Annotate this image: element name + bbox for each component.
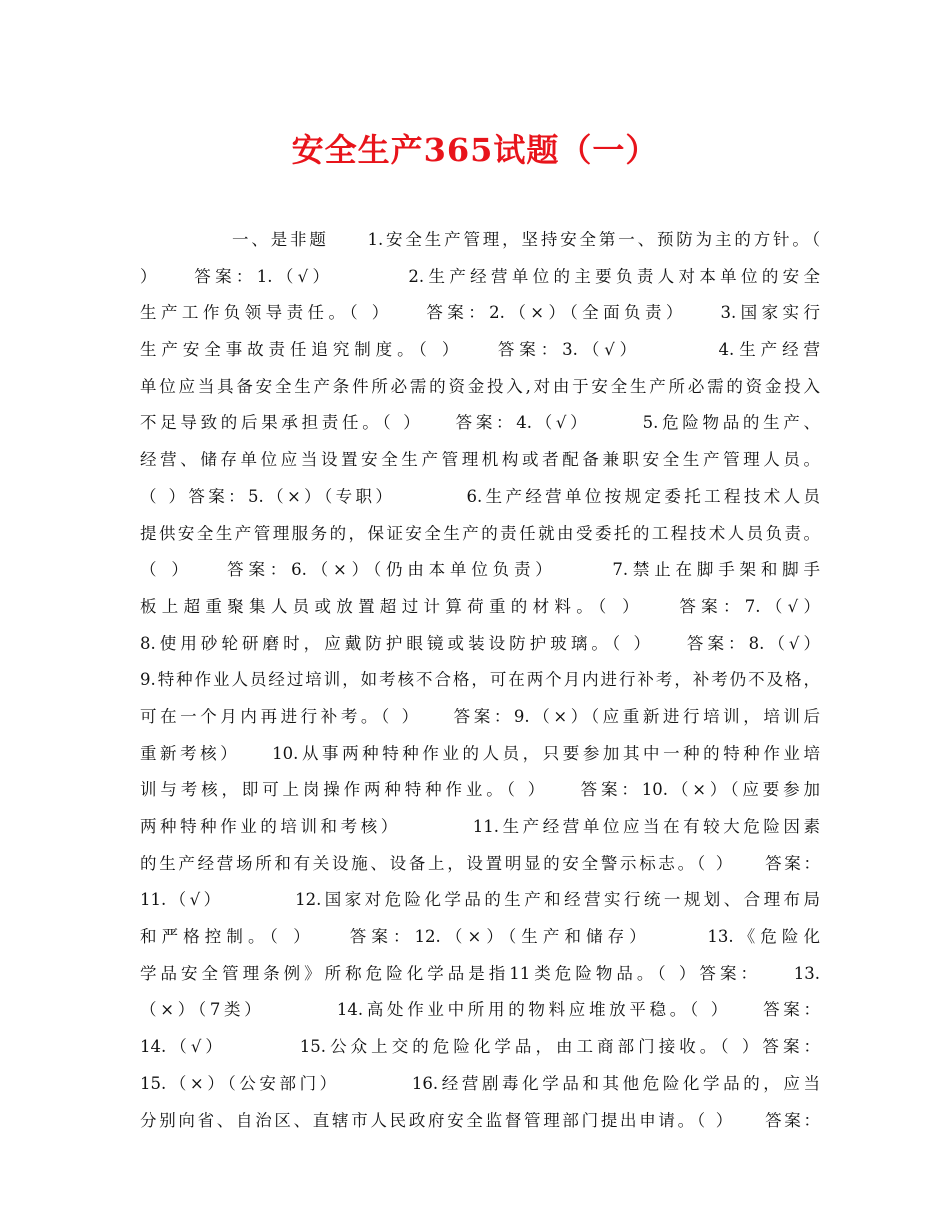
text-line: 分别向省、自治区、直辖市人民政府安全监督管理部门提出申请。（ ） 答案：	[140, 1110, 820, 1130]
text-line: 和严格控制。（ ） 答案：12.（×）（生产和储存） 13.《危险化	[140, 927, 820, 947]
text-line: 学品安全管理条例》所称危险化学品是指11类危险物品。（ ）答案： 13.	[140, 963, 820, 983]
text-line: 生产工作负领导责任。（ ） 答案：2.（×）（全面负责） 3.国家实行	[140, 303, 820, 323]
document-body	[140, 222, 820, 1139]
text-line: 板上超重聚集人员或放置超过计算荷重的材料。（ ） 答案：7.（√）	[140, 596, 820, 616]
text-line: 训与考核，即可上岗操作两种特种作业。（ ） 答案：10.（×）（应要参加	[140, 780, 820, 800]
text-line: ） 答案：1.（√） 2.生产经营单位的主要负责人对本单位的安全	[140, 266, 820, 286]
text-line: 15.（×）（公安部门） 16.经营剧毒化学品和其他危险化学品的，应当	[140, 1073, 820, 1093]
text-line: 提供安全生产管理服务的，保证安全生产的责任就由受委托的工程技术人员负责。	[140, 523, 820, 543]
text-line: 8.使用砂轮研磨时，应戴防护眼镜或装设防护玻璃。（ ） 答案：8.（√）	[140, 633, 820, 653]
text-line: 14.（√） 15.公众上交的危险化学品，由工商部门接收。（ ）答案：	[140, 1037, 820, 1057]
document-title: 安全生产365试题（一）	[291, 131, 659, 169]
text-line: （ ） 答案：6.（×）（仍由本单位负责） 7.禁止在脚手架和脚手	[140, 560, 820, 580]
text-line: （×）（7类） 14.高处作业中所用的物料应堆放平稳。（ ） 答案：	[140, 1000, 820, 1020]
text-line: 两种特种作业的培训和考核） 11.生产经营单位应当在有较大危险因素	[140, 817, 820, 836]
text-line: 9.特种作业人员经过培训，如考核不合格，可在两个月内进行补考，补考仍不及格，	[140, 670, 820, 690]
text-line: 可在一个月内再进行补考。（ ） 答案：9.（×）（应重新进行培训，培训后	[140, 706, 820, 726]
text-line: 生产安全事故责任追究制度。（ ） 答案：3.（√） 4.生产经营	[140, 340, 820, 360]
text-line: 一、是非题 1.安全生产管理，坚持安全第一、预防为主的方针。（	[232, 230, 820, 249]
text-line: 重新考核） 10.从事两种特种作业的人员，只要参加其中一种的特种作业培	[140, 743, 820, 763]
text-line: 11.（√） 12.国家对危险化学品的生产和经营实行统一规划、合理布局	[140, 890, 820, 910]
text-line: 经营、储存单位应当设置安全生产管理机构或者配备兼职安全生产管理人员。	[140, 450, 820, 470]
text-line: 单位应当具备安全生产条件所必需的资金投入,对由于安全生产所必需的资金投入	[140, 376, 820, 396]
text-line: 的生产经营场所和有关设施、设备上，设置明显的安全警示标志。（ ） 答案：	[140, 853, 820, 873]
text-line: （ ）答案：5.（×）（专职） 6.生产经营单位按规定委托工程技术人员	[140, 486, 820, 506]
text-line: 不足导致的后果承担责任。（ ） 答案：4.（√） 5.危险物品的生产、	[140, 413, 820, 433]
